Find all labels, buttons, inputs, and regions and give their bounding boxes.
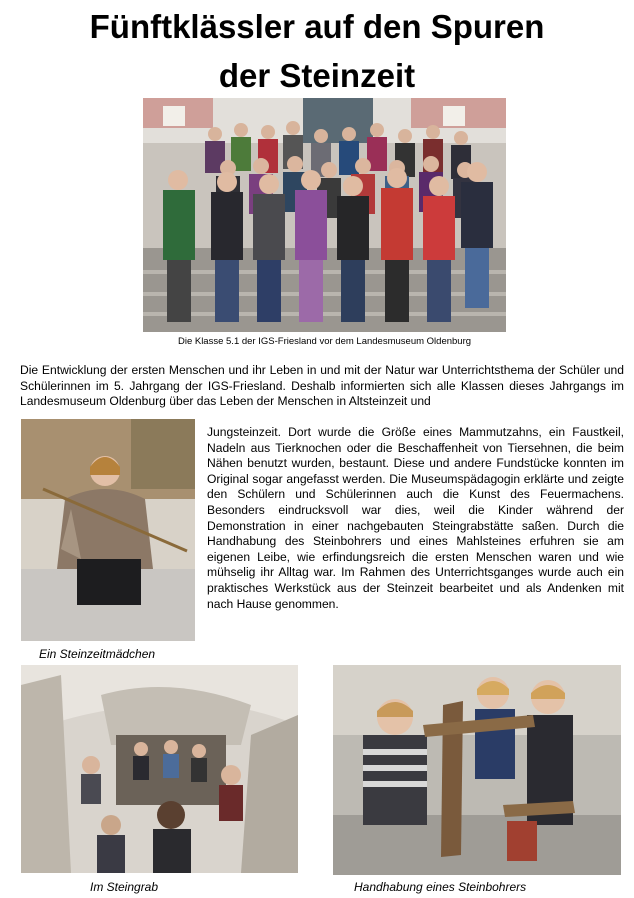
group-photo <box>143 98 506 332</box>
stone-age-girl-photo <box>21 419 195 641</box>
article-title <box>0 2 634 100</box>
title-line-2: der Steinzeit <box>218 57 416 94</box>
stone-drill-photo <box>333 665 621 875</box>
stone-grave-photo <box>21 665 298 873</box>
stone-age-girl-caption: Ein Steinzeitmädchen <box>39 647 156 661</box>
title-line-1: Fünftklässler auf den Spuren <box>89 8 545 45</box>
stone-drill-caption: Handhabung eines Steinbohrers <box>354 880 527 894</box>
stone-grave-caption: Im Steingrab <box>90 880 159 894</box>
intro-paragraph: Die Entwicklung der ersten Menschen und ihr Leben in und mit der Natur war Unterrichtsthema der Schüler und Schülerinnen im 5. Jahrgang der IGS-Friesland. Deshalb informierten sich alle Klassen dieses Jahrgangs im Landesmuseum Oldenburg über das Leben der Menschen in Altsteinzeit und <box>20 363 624 409</box>
body-paragraph: Jungsteinzeit. Dort wurde die Größe eines Mammutzahns, ein Faustkeil, Nadeln aus Tierknochen oder die Beschaffenheit von Tiersehnen, die beim Nähen benutzt wurden, bestaunt. Diese und andere Fundstücke konnten im Original sogar angefasst werden. Die Museumspädagogin erklärte und zeigte den Schülern und Schülerinnen auch die Kunst des Feuermachens. Besonders eindrucksvoll war dies, weil die Kinder während der Demonstration in einer nachgebauten Steingrabstätte saßen. Durch die Handhabung des Steinbohrers und eines Mahlsteines erfuhren sie am eigenen Leibe, wie erfindungsreich die ersten Menschen waren und wie mühselig ihr Alltag war. Im Rahmen des Unterrichtsganges wurde auch ein praktisches Werkstück aus der Steinzeit bearbeitet und als Andenken mit nach Hause genommen. <box>207 425 624 611</box>
group-photo-caption: Die Klasse 5.1 der IGS-Friesland vor dem Landesmuseum Oldenburg <box>177 336 472 347</box>
